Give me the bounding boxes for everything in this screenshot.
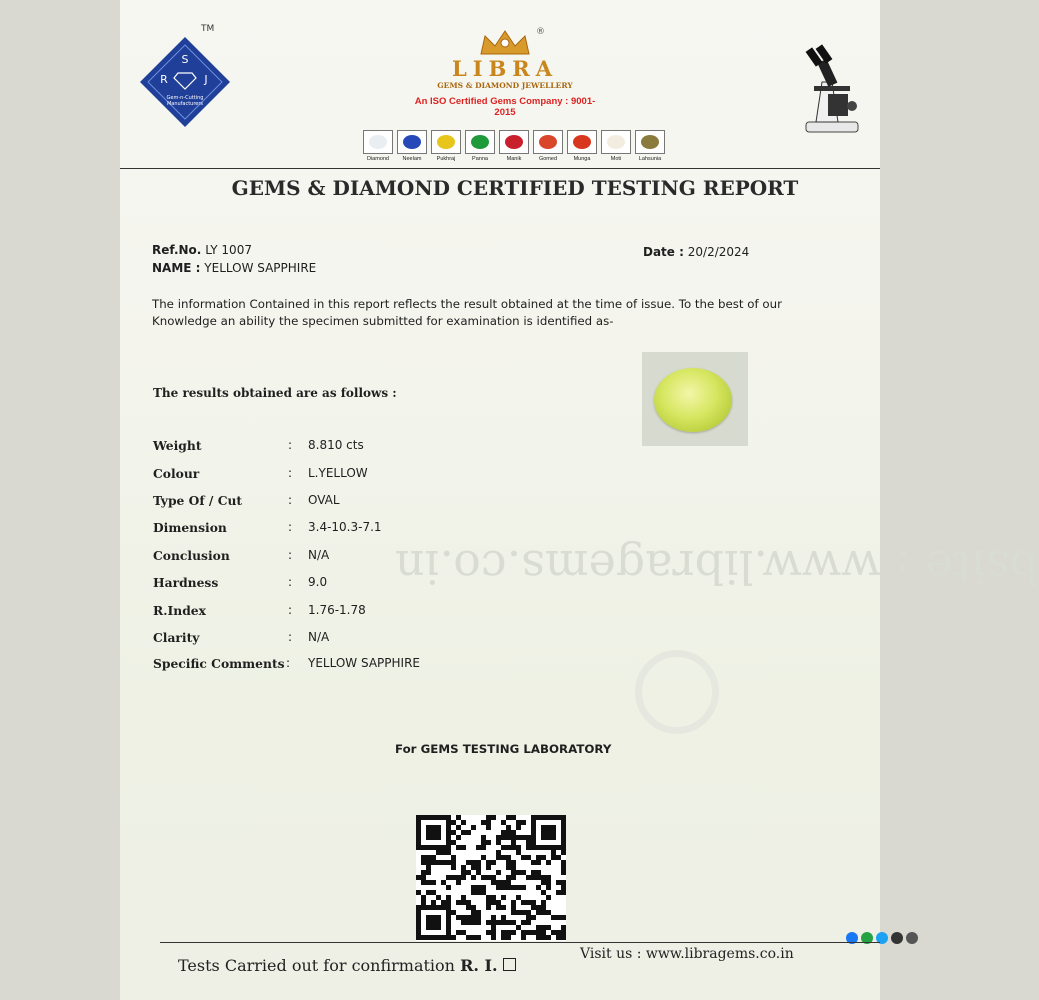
gem-item bbox=[601, 130, 631, 162]
name-label: NAME : bbox=[152, 261, 201, 275]
result-separator: : bbox=[288, 466, 293, 480]
header-rule bbox=[120, 168, 880, 169]
bleed-through-watermark: bsite : www.libragems.co.in bbox=[395, 540, 1039, 594]
result-value: 9.0 bbox=[308, 575, 328, 589]
libra-brand bbox=[410, 28, 600, 118]
svg-text:S: S bbox=[181, 53, 189, 66]
bleed-through-ring bbox=[635, 650, 719, 734]
gem-swatch bbox=[431, 130, 461, 154]
result-separator: : bbox=[286, 656, 291, 670]
svg-text:Manufacturers: Manufacturers bbox=[166, 101, 204, 107]
result-value: 1.76-1.78 bbox=[308, 603, 366, 617]
gem-item bbox=[533, 130, 563, 162]
result-key: Weight bbox=[153, 438, 202, 453]
gem-item bbox=[363, 130, 393, 162]
gem-label: Panna bbox=[472, 156, 488, 162]
youtube-icon[interactable] bbox=[891, 932, 903, 944]
gem-swatch bbox=[567, 130, 597, 154]
result-key: Type Of / Cut bbox=[153, 493, 243, 508]
certificate-sheet bbox=[120, 0, 1039, 1000]
specimen-photo bbox=[642, 352, 748, 446]
result-key: Colour bbox=[153, 466, 200, 481]
result-value: N/A bbox=[308, 548, 330, 562]
gem-icon bbox=[369, 135, 387, 149]
gem-swatch bbox=[533, 130, 563, 154]
date-label: Date : bbox=[643, 245, 684, 259]
svg-text:Gem-n-Cutting: Gem-n-Cutting bbox=[166, 95, 204, 101]
gem-label: Gomed bbox=[538, 156, 558, 162]
result-separator: : bbox=[288, 520, 293, 534]
result-key: Clarity bbox=[153, 630, 200, 645]
result-separator: : bbox=[288, 603, 293, 617]
gem-item bbox=[397, 130, 427, 162]
website-link[interactable]: Visit us : www.libragems.co.in bbox=[580, 946, 794, 962]
gem-icon bbox=[437, 135, 455, 149]
tests-note-text: Tests Carried out for confirmation bbox=[178, 956, 455, 975]
gem-item bbox=[465, 130, 495, 162]
gem-label: Pukhraj bbox=[436, 156, 456, 162]
report-date bbox=[643, 245, 749, 259]
gem-swatch bbox=[499, 130, 529, 154]
result-key: R.Index bbox=[153, 603, 206, 618]
gem-swatch bbox=[363, 130, 393, 154]
brand-name: LIBRA bbox=[451, 56, 559, 81]
result-value: N/A bbox=[308, 630, 330, 644]
trademark-mark: TM bbox=[201, 24, 215, 34]
result-value: 3.4-10.3-7.1 bbox=[308, 520, 382, 534]
instagram-icon[interactable] bbox=[906, 932, 918, 944]
yellow-sapphire-stone bbox=[654, 368, 732, 432]
gem-label: Neelam bbox=[402, 156, 422, 162]
result-separator: : bbox=[288, 575, 293, 589]
report-title: GEMS & DIAMOND CERTIFIED TESTING REPORT bbox=[231, 176, 799, 200]
ri-label: R. I. bbox=[460, 956, 498, 975]
gem-icon bbox=[505, 135, 523, 149]
name-value: YELLOW SAPPHIRE bbox=[204, 261, 317, 275]
srj-logo-icon bbox=[138, 35, 232, 129]
intro-line-2: Knowledge an ability the specimen submitted for examination is identified as- bbox=[152, 314, 614, 328]
libra-crown-icon bbox=[477, 28, 533, 58]
microscope-icon bbox=[788, 42, 868, 137]
gem-item bbox=[499, 130, 529, 162]
gem-icon bbox=[403, 135, 421, 149]
result-separator: : bbox=[288, 438, 293, 452]
result-key: Hardness bbox=[153, 575, 219, 590]
result-separator: : bbox=[288, 493, 293, 507]
footer-rule bbox=[160, 942, 880, 943]
gem-icon bbox=[471, 135, 489, 149]
brand-subtitle: GEMS & DIAMOND JEWELLERY bbox=[437, 81, 573, 90]
result-separator: : bbox=[288, 548, 293, 562]
gem-item bbox=[567, 130, 597, 162]
result-separator: : bbox=[288, 630, 293, 644]
result-key: Specific Comments bbox=[153, 656, 285, 671]
specimen-name bbox=[152, 261, 316, 275]
gem-item bbox=[431, 130, 461, 162]
iso-line: An ISO Certified Gems Company : 9001-2015 bbox=[414, 96, 596, 118]
registered-mark: ® bbox=[536, 27, 545, 37]
date-value: 20/2/2024 bbox=[687, 245, 750, 259]
gem-item bbox=[635, 130, 665, 162]
result-key: Dimension bbox=[153, 520, 227, 535]
result-value: 8.810 cts bbox=[308, 438, 364, 452]
result-value: L.YELLOW bbox=[308, 466, 368, 480]
gem-label: Moti bbox=[610, 156, 622, 162]
gem-swatch bbox=[601, 130, 631, 154]
svg-text:J: J bbox=[204, 73, 208, 86]
gem-label: Manik bbox=[506, 156, 522, 162]
ref-no bbox=[152, 243, 252, 257]
result-value: YELLOW SAPPHIRE bbox=[308, 656, 420, 670]
gem-swatch bbox=[465, 130, 495, 154]
qr-code-icon bbox=[416, 815, 566, 941]
intro-line-1: The information Contained in this report reflects the result obtained at the time of issue. To the best of our bbox=[152, 297, 782, 311]
gem-icon bbox=[539, 135, 557, 149]
gem-label: Munga bbox=[573, 156, 591, 162]
result-value: OVAL bbox=[308, 493, 340, 507]
intro-paragraph bbox=[152, 296, 792, 330]
gem-icon bbox=[573, 135, 591, 149]
gem-icon bbox=[641, 135, 659, 149]
ref-label: Ref.No. bbox=[152, 243, 202, 257]
ref-value: LY 1007 bbox=[205, 243, 252, 257]
gem-strip bbox=[363, 130, 665, 162]
signature-label: For GEMS TESTING LABORATORY bbox=[395, 742, 612, 756]
gem-swatch bbox=[635, 130, 665, 154]
gem-icon bbox=[607, 135, 625, 149]
svg-text:R: R bbox=[160, 73, 168, 86]
gem-label: Diamond bbox=[366, 156, 389, 162]
gem-swatch bbox=[397, 130, 427, 154]
result-key: Conclusion bbox=[153, 548, 230, 563]
results-heading: The results obtained are as follows : bbox=[153, 386, 397, 400]
checkbox-icon bbox=[503, 958, 516, 971]
tests-note bbox=[178, 956, 516, 975]
gem-label: Lahsunia bbox=[638, 156, 662, 162]
